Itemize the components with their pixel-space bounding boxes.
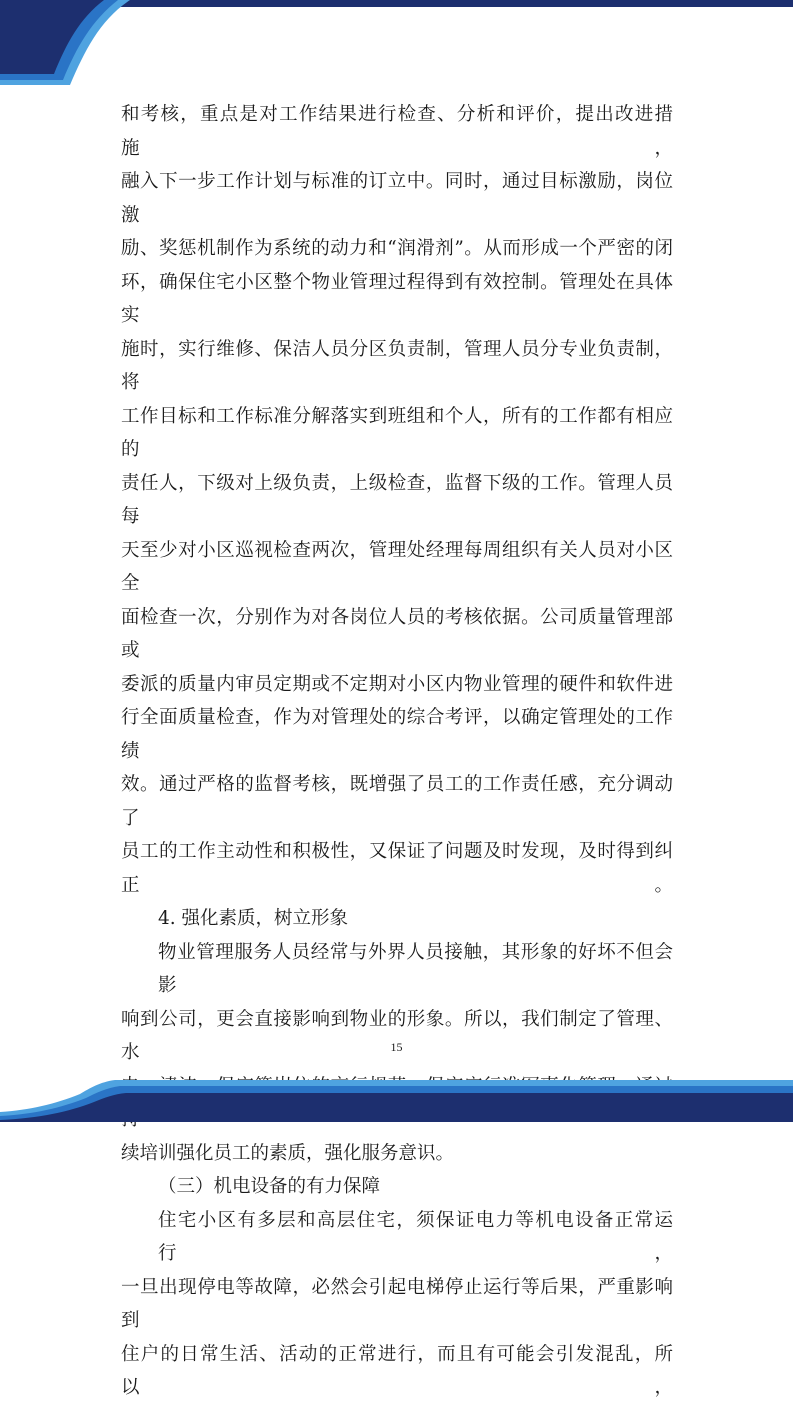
text-line: 天至少对小区巡视检查两次，管理处经理每周组织有关人员对小区全 [121, 539, 673, 594]
page-number: 15 [390, 1040, 403, 1054]
text-line: 委派的质量内审员定期或不定期对小区内物业管理的硬件和软件进 [121, 673, 673, 695]
text-line: 住宅小区有多层和高层住宅，须保证电力等机电设备正常运行， [158, 1209, 673, 1264]
text-line: 施时，实行维修、保洁人员分区负责制，管理人员分专业负责制，将 [121, 338, 673, 393]
text-line: 员工的工作主动性和积极性，又保证了问题及时发现，及时得到纠正。 [121, 841, 673, 896]
text-line: 行全面质量检查，作为对管理处的综合考评，以确定管理处的工作绩 [121, 707, 673, 762]
text-line: 和考核，重点是对工作结果进行检查、分析和评价，提出改进措施， [121, 104, 673, 159]
footer-decoration [0, 1060, 793, 1122]
text-line: 响到公司，更会直接影响到物业的形象。所以，我们制定了管理、水 [121, 1008, 673, 1063]
text-line: 一旦出现停电等故障，必然会引起电梯停止运行等后果，严重影响到 [121, 1276, 673, 1331]
text-line: 责任人，下级对上级负责，上级检查，监督下级的工作。管理人员每 [121, 472, 673, 527]
text-line: 效。通过严格的监督考核，既增强了员工的工作责任感，充分调动了 [121, 774, 673, 829]
section-heading: （三）机电设备的有力保障 [158, 1176, 381, 1197]
text-line: 住户的日常生活、活动的正常进行，而且有可能会引发混乱，所以， [121, 1343, 673, 1398]
section-heading: 4. 强化素质，树立形象 [158, 908, 349, 929]
header-decoration [0, 0, 793, 90]
text-line: 工作目标和工作标准分解落实到班组和个人，所有的工作都有相应的 [121, 405, 673, 460]
document-body [121, 98, 673, 1405]
text-line: 融入下一步工作计划与标准的订立中。同时，通过目标激励，岗位激 [121, 171, 673, 226]
text-line: 励、奖惩机制作为系统的动力和“润滑剂”。从而形成一个严密的闭 [121, 238, 673, 259]
text-line: 物业管理服务人员经常与外界人员接触，其形象的好坏不但会影 [158, 941, 673, 996]
footer-band-dark [0, 1093, 793, 1122]
text-line: 环，确保住宅小区整个物业管理过程得到有效控制。管理处在具体实 [121, 271, 673, 326]
text-line: 面检查一次，分别作为对各岗位人员的考核依据。公司质量管理部或 [121, 606, 673, 661]
text-line: 续培训强化员工的素质，强化服务意识。 [121, 1142, 455, 1164]
